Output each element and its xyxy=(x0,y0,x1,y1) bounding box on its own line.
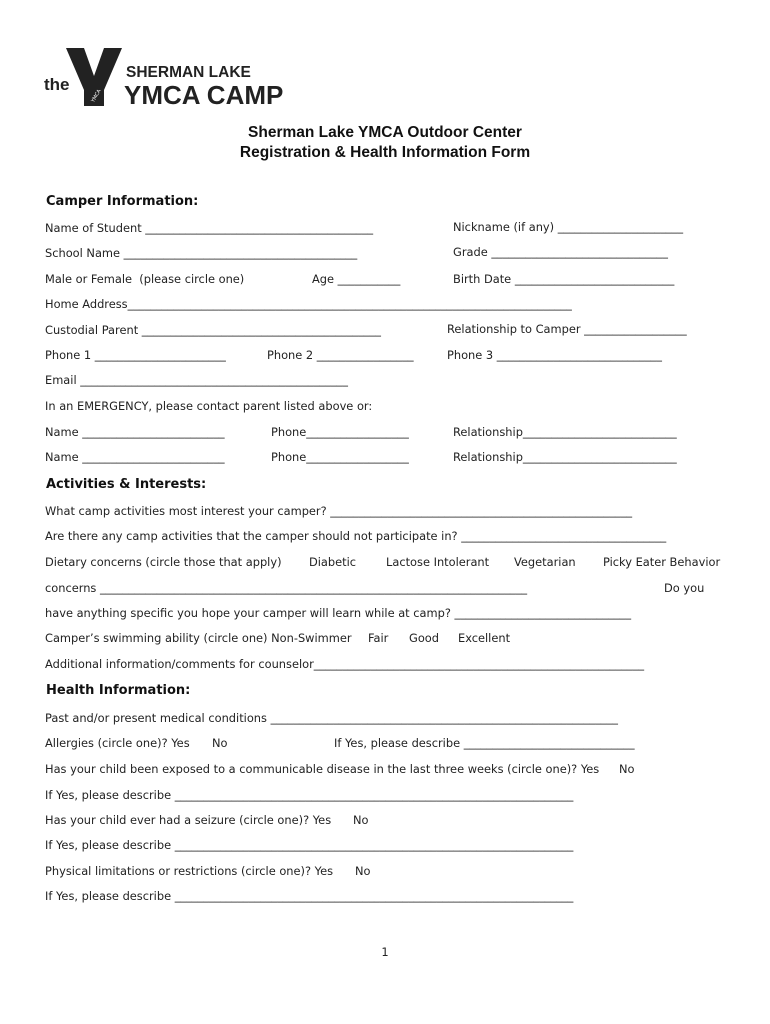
not-participate-field[interactable]: Are there any camp activities that the camper should not participate in? ____________________________________ xyxy=(45,529,667,543)
grade-field[interactable]: Grade _______________________________ xyxy=(453,245,668,259)
physical-limitations-yes-option[interactable]: Physical limitations or restrictions (circle one)? Yes xyxy=(45,864,334,878)
medical-conditions-field[interactable]: Past and/or present medical conditions _____________________________________________________________ xyxy=(45,711,618,725)
dietary-concerns-label: Dietary concerns (circle those that apply) xyxy=(45,555,282,569)
allergies-yes-option[interactable]: Allergies (circle one)? Yes xyxy=(45,736,190,750)
custodial-parent-field[interactable]: Custodial Parent __________________________________________ xyxy=(45,323,381,337)
birth-date-field[interactable]: Birth Date ____________________________ xyxy=(453,272,675,286)
logo-sherman-lake: SHERMAN LAKE xyxy=(126,64,251,81)
page-number: 1 xyxy=(381,945,389,959)
communicable-disease-no-option[interactable]: No xyxy=(619,762,635,776)
allergies-no-option[interactable]: No xyxy=(212,736,228,750)
diet-option-diabetic[interactable]: Diabetic xyxy=(309,555,357,569)
logo-trademark: ™ xyxy=(116,48,121,54)
diet-option-picky-eater[interactable]: Picky Eater Behavior xyxy=(603,555,721,569)
nickname-field[interactable]: Nickname (if any) ______________________ xyxy=(453,220,684,234)
swim-option-excellent[interactable]: Excellent xyxy=(458,631,511,645)
swim-option-good[interactable]: Good xyxy=(409,631,439,645)
form-title-line1: Sherman Lake YMCA Outdoor Center xyxy=(248,124,522,141)
emergency-relationship-1-field[interactable]: Relationship___________________________ xyxy=(453,425,677,439)
physical-describe-field[interactable]: If Yes, please describe ______________________________________________________________________ xyxy=(45,889,574,903)
learn-at-camp-field[interactable]: have anything specific you hope your camper will learn while at camp? _______________________________ xyxy=(45,606,632,620)
logo-ymca-small: YMCA xyxy=(90,88,103,104)
home-address-field[interactable]: Home Address______________________________________________________________________________ xyxy=(45,297,572,311)
health-information-heading: Health Information: xyxy=(46,683,191,698)
phone-3-field[interactable]: Phone 3 _____________________________ xyxy=(447,348,662,362)
emergency-relationship-2-field[interactable]: Relationship___________________________ xyxy=(453,450,677,464)
seizure-yes-option[interactable]: Has your child ever had a seizure (circle one)? Yes xyxy=(45,813,332,827)
phone-1-field[interactable]: Phone 1 _______________________ xyxy=(45,348,226,362)
emergency-intro-text: In an EMERGENCY, please contact parent listed above or: xyxy=(45,399,373,413)
allergies-describe-field[interactable]: If Yes, please describe ______________________________ xyxy=(334,736,635,750)
communicable-describe-field[interactable]: If Yes, please describe ______________________________________________________________________ xyxy=(45,788,574,802)
logo-ymca-camp: YMCA CAMP xyxy=(124,80,284,108)
most-interest-field[interactable]: What camp activities most interest your camper? _____________________________________________________ xyxy=(45,504,633,518)
communicable-disease-yes-option[interactable]: Has your child been exposed to a communicable disease in the last three weeks (circle one)? Yes xyxy=(45,762,600,776)
name-of-student-field[interactable]: Name of Student ________________________________________ xyxy=(45,221,374,235)
form-title-line2: Registration & Health Information Form xyxy=(239,144,531,161)
email-field[interactable]: Email _______________________________________________ xyxy=(45,373,348,387)
logo-the-text: the xyxy=(44,75,70,94)
physical-limitations-no-option[interactable]: No xyxy=(355,864,371,878)
relationship-to-camper-field[interactable]: Relationship to Camper __________________ xyxy=(447,322,687,336)
age-field[interactable]: Age ___________ xyxy=(312,272,401,286)
sherman-lake-ymca-camp-logo xyxy=(44,46,304,108)
additional-comments-field[interactable]: Additional information/comments for counselor__________________________________________________________ xyxy=(45,657,645,671)
seizure-no-option[interactable]: No xyxy=(353,813,369,827)
camper-information-heading: Camper Information: xyxy=(46,194,199,209)
phone-2-field[interactable]: Phone 2 _________________ xyxy=(267,348,414,362)
diet-option-vegetarian[interactable]: Vegetarian xyxy=(514,555,576,569)
do-you-text: Do you xyxy=(664,581,705,595)
school-name-field[interactable]: School Name _________________________________________ xyxy=(45,246,358,260)
concerns-field[interactable]: concerns ___________________________________________________________________________ xyxy=(45,581,528,595)
emergency-name-2-field[interactable]: Name _________________________ xyxy=(45,450,225,464)
swim-option-fair[interactable]: Fair xyxy=(368,631,389,645)
swimming-ability-label[interactable]: Camper’s swimming ability (circle one) Non-Swimmer xyxy=(45,631,352,645)
emergency-phone-1-field[interactable]: Phone__________________ xyxy=(271,425,409,439)
emergency-phone-2-field[interactable]: Phone__________________ xyxy=(271,450,409,464)
emergency-name-1-field[interactable]: Name _________________________ xyxy=(45,425,225,439)
activities-interests-heading: Activities & Interests: xyxy=(46,477,207,492)
gender-field[interactable]: Male or Female (please circle one) xyxy=(45,272,245,286)
seizure-describe-field[interactable]: If Yes, please describe ______________________________________________________________________ xyxy=(45,838,574,852)
diet-option-lactose-intolerant[interactable]: Lactose Intolerant xyxy=(386,555,490,569)
